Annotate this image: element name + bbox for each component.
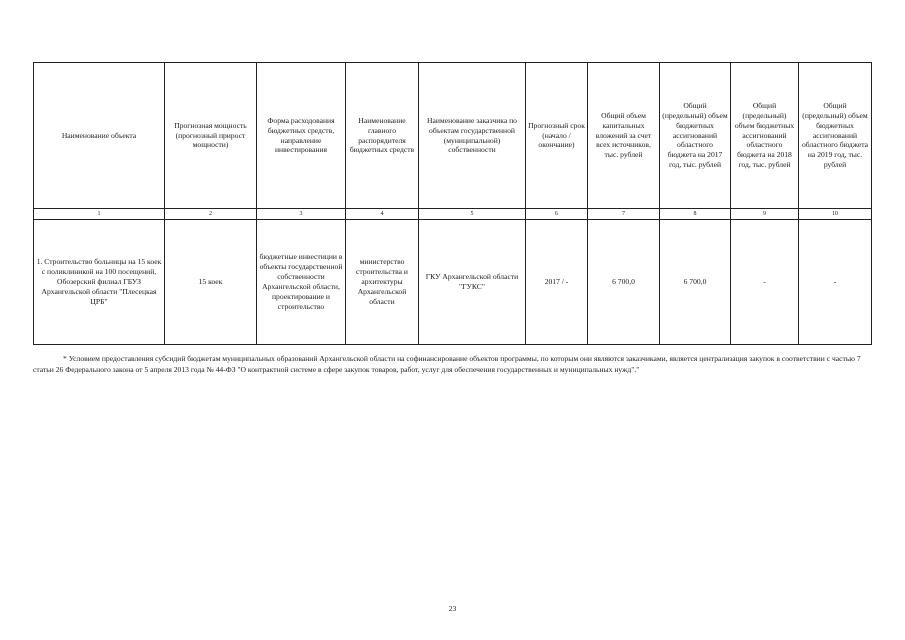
footnote <box>33 353 873 375</box>
object-name-cell: 1. Строительство больницы на 15 коек с поликлиникой на 100 посещений, Обозерский филиал ГБУЗ Архангельской области "Плесецкая ЦРБ" <box>34 220 165 345</box>
header-cell: Общий (предельный) объем бюджетных ассигнований областного бюджета на 2017 год, тыс. рублей <box>660 63 731 209</box>
header-cell: Прогнозный срок (начало / окончание) <box>526 63 588 209</box>
header-cell: Общий (предельный) объем бюджетных ассигнований областного бюджета на 2018 год, тыс. рублей <box>731 63 799 209</box>
column-number: 6 <box>526 209 588 220</box>
budget-2017-cell: 6 700,0 <box>660 220 731 345</box>
column-number-row <box>34 209 872 220</box>
column-number: 10 <box>799 209 872 220</box>
column-number: 7 <box>588 209 660 220</box>
header-row <box>34 63 872 209</box>
term-cell: 2017 / - <box>526 220 588 345</box>
column-number: 2 <box>165 209 257 220</box>
header-cell: Форма расходования бюджетных средств, направление инвестирования <box>257 63 346 209</box>
budget-2019-cell: - <box>799 220 872 345</box>
header-cell: Наименование заказчика по объектам государственной (муниципальной) собственности <box>419 63 526 209</box>
header-cell: Наименование объекта <box>34 63 165 209</box>
column-number: 3 <box>257 209 346 220</box>
spending-form-cell: бюджетные инвестиции в объекты государственной собственности Архангельской области, проектирование и строительство <box>257 220 346 345</box>
header-cell: Наименование главного распорядителя бюджетных средств <box>346 63 419 209</box>
capacity-cell: 15 коек <box>165 220 257 345</box>
column-number: 9 <box>731 209 799 220</box>
column-number: 8 <box>660 209 731 220</box>
column-number: 1 <box>34 209 165 220</box>
table-row <box>34 220 872 345</box>
column-number: 4 <box>346 209 419 220</box>
header-cell: Общий (предельный) объем бюджетных ассигнований областного бюджета на 2019 год, тыс. рублей <box>799 63 872 209</box>
footnote-text: * Условием предоставления субсидий бюджетам муниципальных образований Архангельской области на софинансирование объектов программы, по которым они являются заказчиками, является централизация закупок в соответствии с частью 7 статьи 26 Федерального закона от 5 апреля 2013 года № 44-ФЗ "О контрактной системе в сфере закупок товаров, работ, услуг для обеспечения государственных и муниципальных нужд"." <box>33 354 861 374</box>
objects-table <box>33 62 872 345</box>
column-number: 5 <box>419 209 526 220</box>
header-cell: Общий объем капитальных вложений за счет всех источников, тыс. рублей <box>588 63 660 209</box>
header-cell: Прогнозная мощность (прогнозный прирост мощности) <box>165 63 257 209</box>
total-investment-cell: 6 700,0 <box>588 220 660 345</box>
page-number: 23 <box>448 604 457 613</box>
budget-2018-cell: - <box>731 220 799 345</box>
budget-manager-cell: министерство строительства и архитектуры Архангельской области <box>346 220 419 345</box>
customer-cell: ГКУ Архангельской области "ГУКС" <box>419 220 526 345</box>
